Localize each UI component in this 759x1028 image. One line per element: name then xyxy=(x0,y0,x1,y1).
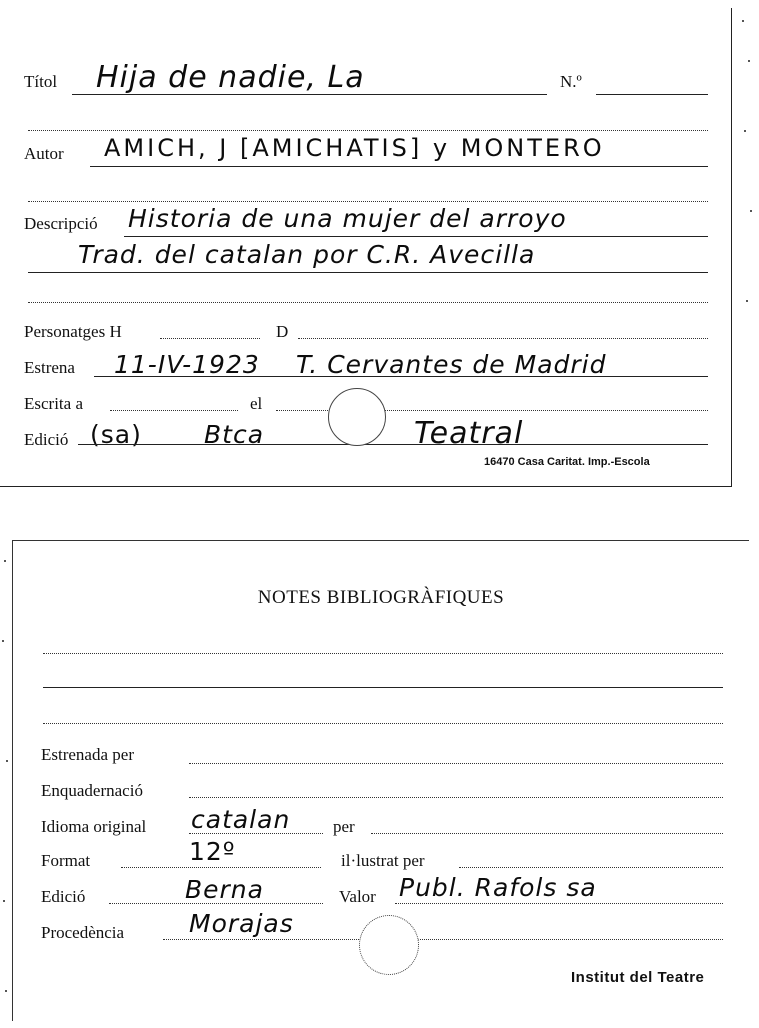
autor-rule xyxy=(90,166,708,167)
titol-label: Títol xyxy=(24,72,58,91)
personatges-d-line xyxy=(298,338,708,339)
estrena-rule xyxy=(94,376,708,377)
estrenada-label: Estrenada per xyxy=(41,745,134,764)
estrena-date: 11-IV-1923 xyxy=(114,350,260,379)
illustrat-line xyxy=(459,867,723,868)
number-label: N.º xyxy=(560,72,582,91)
illustrat-label: il·lustrat per xyxy=(341,851,425,870)
scan-speck xyxy=(742,20,744,22)
edicio-value-2: Btca xyxy=(204,420,265,449)
titol-rule xyxy=(72,94,547,95)
procedencia-value: Morajas xyxy=(189,909,294,938)
printer-imprint: 16470 Casa Caritat. Imp.-Escola xyxy=(484,456,650,468)
valor-label: Valor xyxy=(339,887,376,906)
format-value: 12º xyxy=(189,837,236,866)
estrenada-line xyxy=(189,763,723,764)
edicio-label: Edició xyxy=(24,430,69,449)
scan-speck xyxy=(5,990,7,992)
valor-value: Publ. Rafols sa xyxy=(399,873,597,902)
per-label: per xyxy=(333,817,355,836)
scan-speck xyxy=(6,760,8,762)
personatges-d-label: D xyxy=(276,322,289,341)
descripcio-dotted-line xyxy=(28,302,708,303)
scan-speck xyxy=(746,300,748,302)
scan-speck xyxy=(744,130,746,132)
autor-extra-dotted-line xyxy=(28,201,708,202)
escrita-place-line xyxy=(110,410,238,411)
autor-value: AMICH, J [AMICHATIS] y MONTERO xyxy=(104,134,605,162)
scan-speck xyxy=(748,60,750,62)
scan-speck xyxy=(750,210,752,212)
scan-speck xyxy=(3,900,5,902)
descripcio-rule-2 xyxy=(28,272,708,273)
personatges-label: Personatges H xyxy=(24,322,122,341)
edicio-value-3: Teatral xyxy=(414,416,524,451)
estrena-place: T. Cervantes de Madrid xyxy=(296,350,607,379)
titol-value: Hija de nadie, La xyxy=(96,60,365,95)
catalog-card-bottom xyxy=(12,540,749,1021)
valor-line xyxy=(395,903,723,904)
descripcio-line-2: Trad. del catalan por C.R. Avecilla xyxy=(78,240,536,269)
institution-imprint: Institut del Teatre xyxy=(571,969,705,986)
escrita-el-label: el xyxy=(250,394,263,413)
autor-label: Autor xyxy=(24,144,64,163)
stamp-circle xyxy=(328,388,386,446)
format-label: Format xyxy=(41,851,91,870)
edicio-value: Berna xyxy=(185,875,264,904)
descripcio-rule-1 xyxy=(124,236,708,237)
enquadernacio-label: Enquadernació xyxy=(41,781,143,800)
notes-line-3 xyxy=(43,723,723,724)
number-rule xyxy=(596,94,708,95)
descripcio-label: Descripció xyxy=(24,214,98,233)
edicio-line xyxy=(109,903,323,904)
enquadernacio-line xyxy=(189,797,723,798)
edicio-rule xyxy=(78,444,708,445)
idioma-line xyxy=(189,833,323,834)
catalog-card-top xyxy=(0,8,732,487)
per-line xyxy=(371,833,723,834)
escrita-label: Escrita a xyxy=(24,394,83,413)
estrena-label: Estrena xyxy=(24,358,75,377)
procedencia-line xyxy=(163,939,723,940)
procedencia-label: Procedència xyxy=(41,923,125,942)
stamp-circle xyxy=(359,915,419,975)
scan-speck xyxy=(4,560,6,562)
notes-line-1 xyxy=(43,653,723,654)
personatges-h-line xyxy=(160,338,260,339)
notes-title: NOTES BIBLIOGRÀFIQUES xyxy=(257,587,505,608)
format-line xyxy=(121,867,321,868)
edicio-label: Edició xyxy=(41,887,86,906)
edicio-value-1: (sa) xyxy=(90,420,142,449)
notes-line-2 xyxy=(43,687,723,688)
descripcio-line-1: Historia de una mujer del arroyo xyxy=(128,204,567,233)
titol-extra-dotted-line xyxy=(28,130,708,131)
idioma-label: Idioma original xyxy=(41,817,147,836)
scan-speck xyxy=(2,640,4,642)
idioma-value: catalan xyxy=(191,805,291,834)
